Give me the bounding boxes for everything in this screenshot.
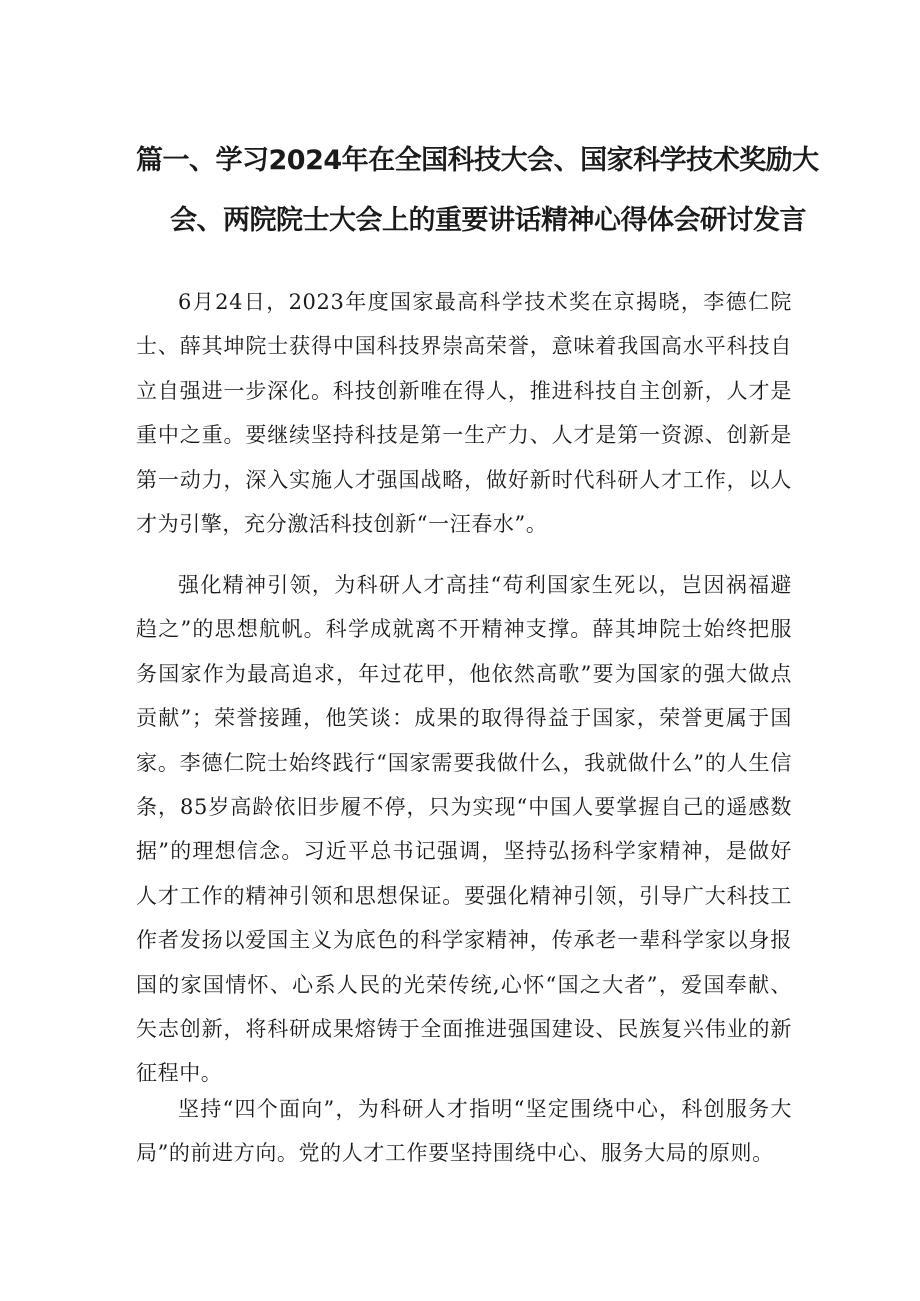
paragraph-2: 强化精神引领，为科研人才高挂“苟利国家生死以，岂因祸福避趋之”的思想航帆。科学成就离不开精神支撑。薛其坤院士始终把服务国家作为最高追求，年过花甲，他依然高歌”要为国家的强大做点贡献”；荣誉接踵，他笑谈：成果的取得得益于国家，荣誉更属于国家。李德仁院士始终践行“国家需要我做什么，我就做什么”的人生信条，85岁高龄依旧步履不停，只为实现“中国人要掌握自己的遥感数据”的理想信念。习近平总书记强调，坚持弘扬科学家精神，是做好人才工作的精神引领和思想保证。要强化精神引领，引导广大科技工作者发扬以爱国主义为底色的科学家精神，传承老一辈科学家以身报国的家国情怀、心系人民的光荣传统,心怀“国之大者”，爱国奉献、矢志创新，将科研成果熔铸于全面推进强国建设、民族复兴伟业的新征程中。 [136,573,792,1086]
document-title-line-2: 会、两院院士大会上的重要讲话精神心得体会研讨发言 [170,205,806,236]
paragraph-3: 坚持“四个面向”，为科研人才指明“坚定围绕中心，科创服务大局”的前进方向。党的人才工作要坚持围绕中心、服务大局的原则。 [136,1097,792,1166]
document-title-line-1: 篇一、学习2024年在全国科技大会、国家科学技术奖励大 [136,145,819,176]
paragraph-1: 6月24日，2023年度国家最高科学技术奖在京揭晓，李德仁院士、薛其坤院士获得中国科技界崇高荣誉，意味着我国高水平科技自立自强进一步深化。科技创新唯在得人，推进科技自主创新，人才是重中之重。要继续坚持科技是第一生产力、人才是第一资源、创新是第一动力，深入实施人才强国战略，做好新时代科研人才工作，以人才为引擎，充分激活科技创新“一汪春水”。 [136,290,792,537]
